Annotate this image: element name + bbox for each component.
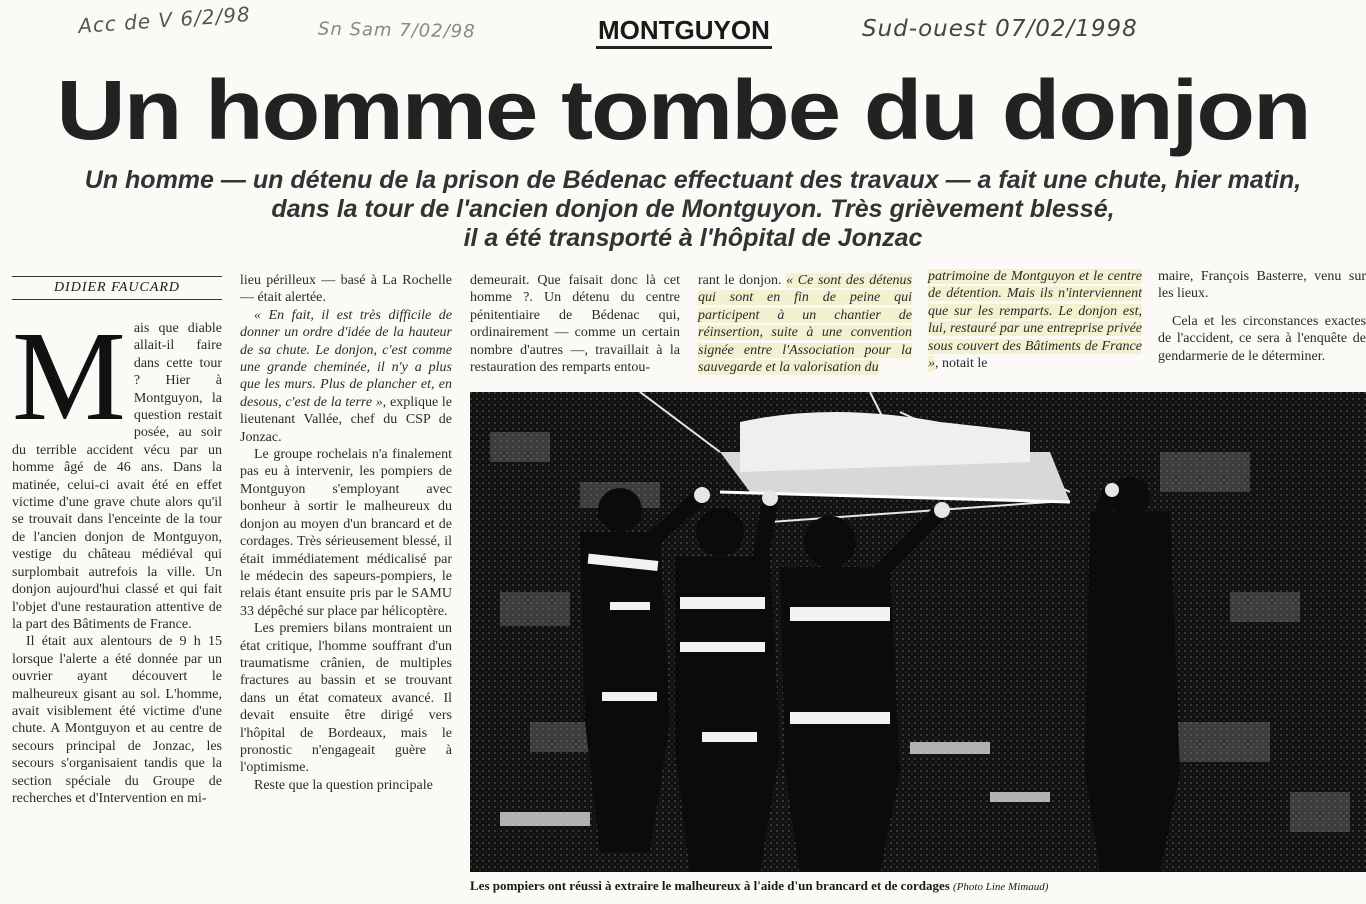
drop-cap: M [12,305,126,447]
article-column-6 [1158,268,1366,365]
paragraph [698,272,912,376]
article-column-2 [240,272,452,794]
paragraph-tail: , notait le [935,356,988,372]
paragraph [240,307,452,446]
paragraph: Les premiers bilans montraient un état critique, l'homme souffrant d'un traumatisme crânien, de multiples fractures au bassin et se trouvant dans un état comateux avancé. Il devait ensuite être dirigé vers l'hôpital de Bordeaux, mais le pronostic n'engageait guère à l'optimisme. [240,621,452,776]
paragraph: maire, François Basterre, venu sur les lieux. [1158,269,1366,302]
article-column-5 [928,268,1142,372]
paragraph: ais que diable allait-il faire dans cette tour ? Hier à Montguyon, la question restait posée, au soir du terrible accident vécu par un homme âgé de 46 ans. Dans la matinée, celui-ci avait été en effet victime d'une grave chute alors qu'il se trouvait dans l'enceinte de la tour de l'ancien donjon de Montguyon, vestige du château médiéval qui surplombait autrefois la ville. Un donjon aujourd'hui classé et qui fait l'objet d'une restauration attentive de la part des Bâtiments de France. [12,321,222,632]
quote: « En fait, il est très difficile de donner un ordre d'idée de la hauteur de sa chute. Le donjon, c'est comme une grande cheminée, il n'y a plus que les murs. Plus de plancher et, en desous, c'est de la terre » [240,307,452,410]
handwritten-date-middle: Sn Sam 7/02/98 [317,18,476,43]
photo-credit: (Photo Line Mimaud) [953,881,1049,893]
paragraph [928,268,1142,372]
article-column-1 [12,305,222,807]
standfirst [20,166,1366,253]
quote: patrimoine de Montguyon et le centre de détention. Mais ils n'interviennent que sur les remparts. Le donjon est, lui, restauré par une entreprise privée sous couvert des Bâtiments de France » [928,269,1142,372]
paragraph: Cela et les circonstances exactes de l'accident, ce sera à l'enquête de gendarmerie de le déterminer. [1158,313,1366,364]
paragraph: Reste que la question principale [254,777,433,793]
quote: « Ce sont des détenus qui sont en fin de peine qui participent à un chantier de réinsertion, suite à une convention signée entre l'Association pour la sauvegarde et la valorisation du [698,273,912,376]
article-column-4 [698,272,912,376]
handwritten-date-left: Acc de V 6/2/98 [77,2,252,38]
article-column-3 [470,272,680,376]
paragraph-lead: rant le donjon. [698,273,787,288]
photo-illustration [470,392,1366,872]
standfirst-line-3: il a été transporté à l'hôpital de Jonzac [463,224,923,252]
section-rubric: MONTGUYON [596,14,772,49]
caption-text: Les pompiers ont réussi à extraire le malheureux à l'aide d'un brancard et de cordages [470,878,950,893]
news-photo [470,392,1366,872]
paragraph-tail: , explique le lieutenant Vallée, chef du CSP de Jonzac. [240,394,453,445]
paragraph: demeurait. Que faisait donc là cet homme ?. Un détenu du centre pénitentiaire de Bédenac qui, ordinairement — comme un certain nombre d'autres —, travaillait à la restauration des remparts entou- [470,273,680,376]
standfirst-line-2: dans la tour de l'ancien donjon de Montguyon. Très grièvement blessé, [271,195,1115,223]
standfirst-line-1: Un homme — un détenu de la prison de Bédenac effectuant des travaux — a fait une chute, hier matin, [84,166,1302,194]
photo-caption [470,878,1366,894]
handwritten-date-right: Sud-ouest 07/02/1998 [862,16,1138,42]
byline: DIDIER FAUCARD [12,276,222,300]
paragraph: Il était aux alentours de 9 h 15 lorsque l'alerte a été donnée par un ouvrier ayant découvert le malheureux gisant au sol. L'homme, avait visiblement été victime d'une chute. A Montguyon et au centre de secours principal de Jonzac, les secours s'organisaient tandis que la section spéciale du Groupe de recherches et d'Intervention en mi- [12,634,222,806]
paragraph: Le groupe rochelais n'a finalement pas eu à intervenir, les pompiers de Montguyon s'employant avec bonheur à sortir le malheureux du donjon au moyen d'un brancard et de cordages. Très sérieusement blessé, il était immédiatement médicalisé par le médecin des sapeurs-pompiers, le relais étant ensuite pris par le SAMU 33 dépêché sur place par hélicoptère. [240,447,452,619]
headline: Un homme tombe du donjon [56,63,1310,158]
paragraph: lieu périlleux — basé à La Rochelle — était alertée. [240,273,452,306]
